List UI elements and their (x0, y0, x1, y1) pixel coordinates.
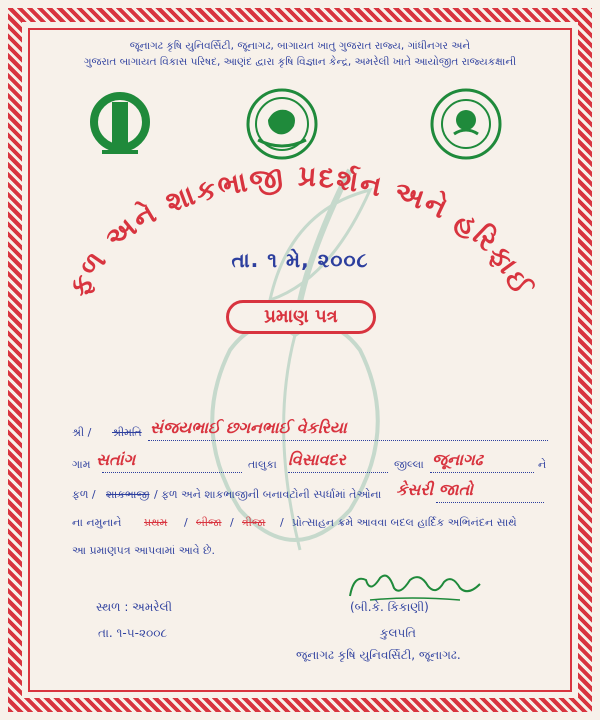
certificate-badge: પ્રમાણ પત્ર (226, 300, 376, 334)
rank-third: ત્રીજા (242, 516, 266, 529)
university-name: જૂનાગઢ કૃષિ યુનિવર્સિટી, જૂનાગઢ. (296, 648, 461, 662)
jilla-value: જૂનાગઢ (432, 450, 483, 469)
jilla-label: જીલ્લા (394, 458, 424, 471)
designation: કુલપતિ (380, 626, 417, 640)
header-line-1: જૂનાગઢ કૃષિ યુનિવર્સિટી, જૂનાગઢ, બાગાયત ખાતુ ગુજરાત રાજ્ય, ગાંધીનગર અને (129, 40, 471, 52)
shri-label: શ્રી / (72, 426, 92, 439)
taluka-label: તાલુકા (248, 458, 277, 471)
shakbhaji-label: શાકભાજી (106, 488, 150, 501)
footer-date: તા. ૧-૫-૨૦૦૮ (98, 626, 168, 640)
recipient-name: સંજયભાઈ છગનભાઈ વેકરિયા (150, 418, 347, 437)
rank-separator-1: / (184, 516, 188, 529)
closing-text: આ પ્રમાણપત્ર આપવામાં આવે છે. (72, 544, 216, 557)
rank-separator-3: / (280, 516, 284, 529)
rank-first: પ્રથમ (144, 516, 168, 529)
competition-text: / ફળ અને શાકભાજીની બનાવટોની સ્પર્ધામાં તેઓના (154, 488, 382, 501)
protsahan-text: પ્રોત્સાહન ક્રમે આવવા બદલ હાર્દિક અભિનંદન સાથે (292, 516, 517, 529)
signatory-name: (બી.કે. કિકાણી) (350, 600, 429, 614)
gam-label: ગામ (72, 458, 91, 471)
rank-second: બીજા (196, 516, 222, 529)
rank-separator-2: / (230, 516, 234, 529)
namuna-label: ના નમુનાને (72, 516, 122, 529)
ne-label: ને (538, 458, 547, 471)
shrimati-label: શ્રીમતિ (112, 426, 142, 439)
gam-underline (102, 472, 242, 473)
svg-text:ફળ અને શાકભાજી પ્રદર્શન અને હર: ફળ અને શાકભાજી પ્રદર્શન અને હરિફાઈ (61, 158, 539, 302)
event-date: તા. ૧ મે, ૨૦૦૮ (231, 248, 369, 272)
jilla-underline (430, 472, 534, 473)
fal-label: ફળ / (72, 488, 96, 501)
item-underline (436, 502, 544, 503)
taluka-value: વિસાવદર (288, 450, 346, 469)
item-value: કેસરી જાતો (396, 480, 474, 499)
gam-value: સતાંગ (96, 450, 136, 469)
place: સ્થળ : અમરેલી (96, 600, 173, 614)
name-underline (148, 440, 548, 441)
header-line-2: ગુજરાત બાગાયત વિકાસ પરિષદ, આણંદ દ્વારા કૃષિ વિજ્ઞાન કેન્દ્ર, અમરેલી ખાતે આયોજીત રાજ્યકક્ષાની (83, 56, 517, 68)
taluka-underline (288, 472, 388, 473)
